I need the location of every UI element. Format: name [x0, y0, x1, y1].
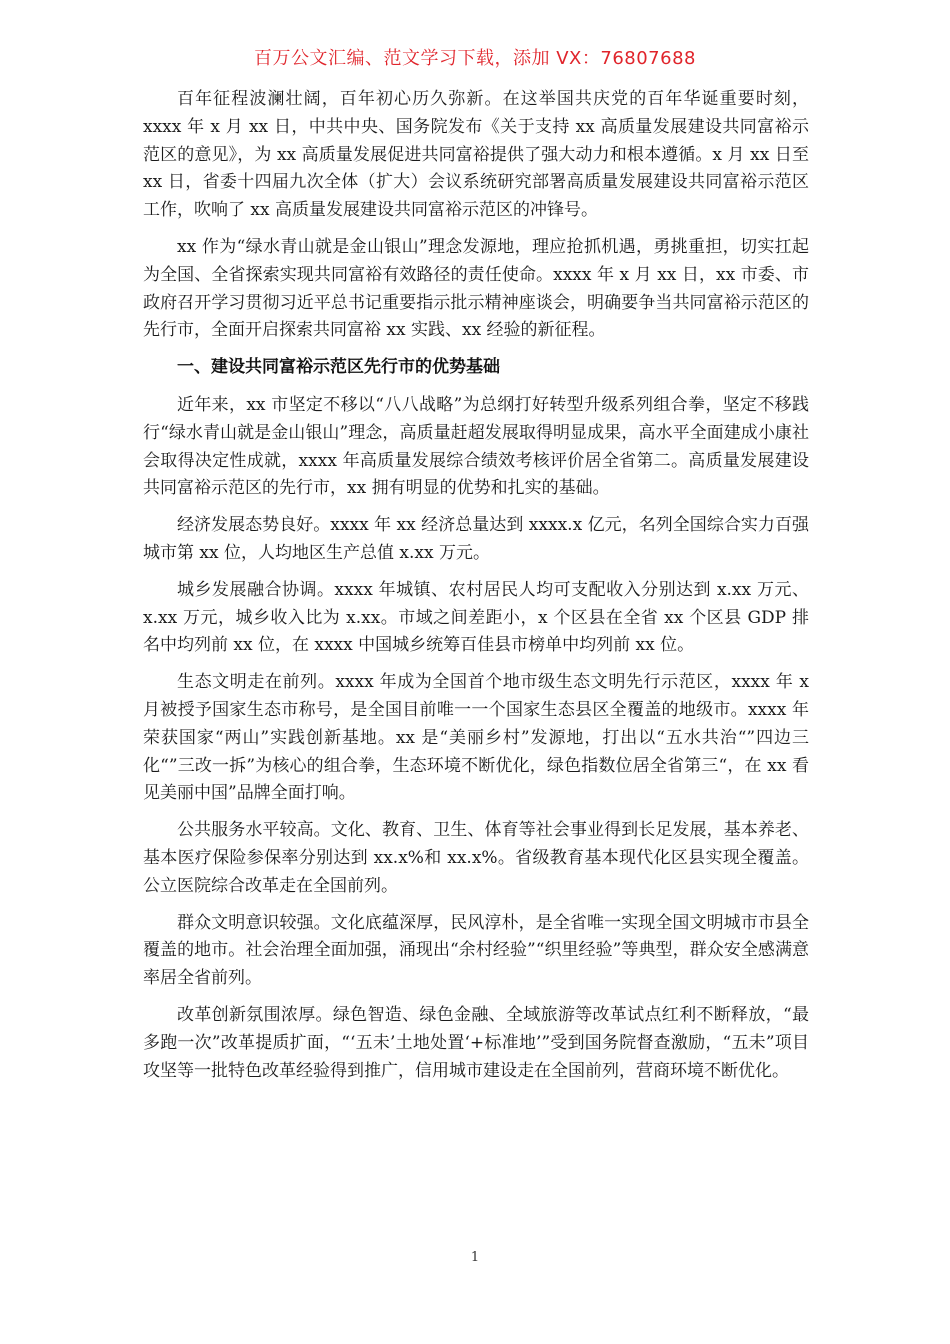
section-paragraph-overview: 近年来，xx 市坚定不移以“八八战略”为总纲打好转型升级系列组合拳，坚定不移践行“绿水青山就是金山银山”理念，高质量赶超发展取得明显成果，高水平全面建成小康社会取得决定性成就，xxxx 年高质量发展综合绩效考核评价居全省第二。高质量发展建设共同富裕示范区的先行市，xx 拥有明显的优势和扎实的基础。	[143, 394, 809, 499]
section-paragraph-public-service: 公共服务水平较高。文化、教育、卫生、体育等社会事业得到长足发展，基本养老、基本医疗保险参保率分别达到 xx.x%和 xx.x%。省级教育基本现代化区县实现全覆盖。公立医院综合改革走在全国前列。	[143, 820, 809, 896]
page-number: 1	[470, 1250, 480, 1265]
section-paragraph-reform: 改革创新氛围浓厚。绿色智造、绿色金融、全域旅游等改革试点红利不断释放，“最多跑一次”改革提质扩面，“‘五未’土地处置‘+标准地’”受到国务院督查激励，“五未”项目攻坚等一批特色改革经验得到推广，信用城市建设走在全国前列，营商环境不断优化。	[143, 1004, 809, 1081]
promo-header: 百万公文汇编、范文学习下载，添加 VX：76807688	[254, 48, 696, 69]
document-body	[143, 86, 809, 1094]
section-paragraph-ecology: 生态文明走在前列。xxxx 年成为全国首个地市级生态文明先行示范区，xxxx 年 x 月被授予国家生态市称号，是全国目前唯一一个国家生态县区全覆盖的地级市。xxxx 年荣获国家“两山”实践创新基地。xx 是“美丽乡村”发源地，打出以“五水共治“”四边三化“”三改一拆”为核心的组合拳，生态环境不断优化，绿色指数位居全省第三“，在 xx 看见美丽中国”品牌全面打响。	[143, 672, 809, 804]
intro-paragraph-2: xx 作为“绿水青山就是金山银山”理念发源地，理应抢抓机遇，勇挑重担，切实扛起为全国、全省探索实现共同富裕有效路径的责任使命。xxxx 年 x 月 xx 日，xx 市委、市政府召开学习贯彻习近平总书记重要指示批示精神座谈会，明确要争当共同富裕示范区的先行市，全面开启探索共同富裕 xx 实践、xx 经验的新征程。	[143, 236, 809, 341]
section-paragraph-urban-rural: 城乡发展融合协调。xxxx 年城镇、农村居民人均可支配收入分别达到 x.xx 万元、x.xx 万元，城乡收入比为 x.xx。市域之间差距小，x 个区县在全省 xx 个区县 GDP 排名中均列前 xx 位，在 xxxx 中国城乡统筹百佳县市榜单中均列前 xx 位。	[143, 579, 809, 656]
section-paragraph-economy: 经济发展态势良好。xxxx 年 xx 经济总量达到 xxxx.x 亿元，名列全国综合实力百强城市第 xx 位，人均地区生产总值 x.xx 万元。	[143, 515, 809, 563]
intro-paragraph-1: 百年征程波澜壮阔，百年初心历久弥新。在这举国共庆党的百年华诞重要时刻，xxxx 年 x 月 xx 日，中共中央、国务院发布《关于支持 xx 高质量发展建设共同富裕示范区的意见》，为 xx 高质量发展促进共同富裕提供了强大动力和根本遵循。x 月 xx 日至 xx 日，省委十四届九次全体（扩大）会议系统研究部署高质量发展建设共同富裕示范区工作，吹响了 xx 高质量发展建设共同富裕示范区的冲锋号。	[143, 89, 809, 221]
section-heading: 一、建设共同富裕示范区先行市的优势基础	[177, 357, 500, 378]
section-paragraph-civility: 群众文明意识较强。文化底蕴深厚，民风淳朴，是全省唯一实现全国文明城市市县全覆盖的地市。社会治理全面加强，涌现出“余村经验”“织里经验”等典型，群众安全感满意率居全省前列。	[143, 912, 809, 989]
